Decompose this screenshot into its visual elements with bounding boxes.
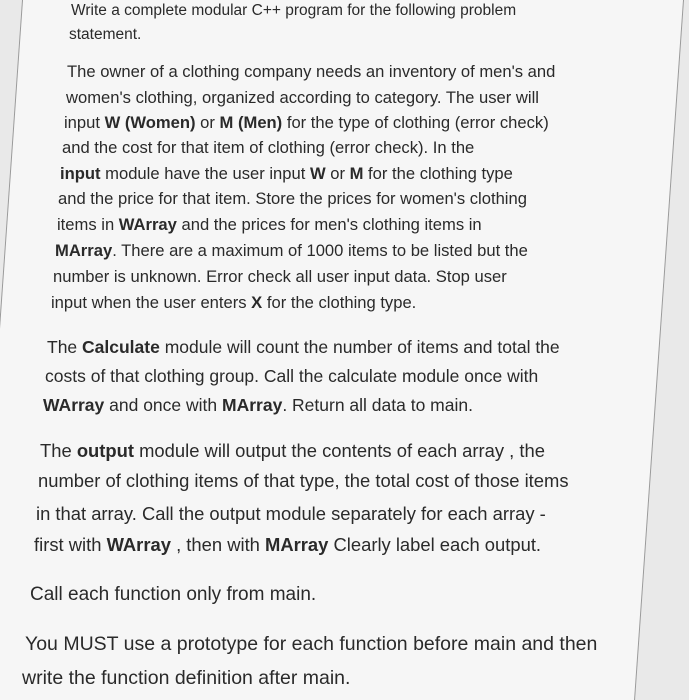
p1-l7-rest: and the prices for men's clothing items in: [176, 215, 482, 234]
p5-line-1: You MUST use a prototype for each function before main and then: [25, 633, 598, 655]
p1-line-1: The owner of a clothing company needs an inventory of men's and: [67, 62, 556, 81]
w-code: W: [309, 164, 326, 183]
p2-l3-rest: . Return all data to main.: [282, 395, 473, 415]
p3-l1-text: The: [40, 440, 77, 461]
p3-l4-text: first with: [34, 534, 107, 555]
p1-l5-or: or: [325, 164, 350, 183]
p1-line-7: [57, 215, 482, 235]
p1-l8-rest: . There are a maximum of 1000 items to be listed but the: [112, 241, 528, 260]
p1-l10-rest: for the clothing type.: [262, 293, 417, 312]
p1-line-8: [55, 241, 528, 261]
x-code: X: [251, 293, 263, 312]
p2-line-1: [47, 337, 560, 358]
output-module-term: output: [76, 440, 134, 461]
p1-l10-text: input when the user enters: [51, 293, 252, 312]
p1-line-6: and the price for that item. Store the prices for women's clothing: [58, 189, 527, 208]
p2-l1-rest: module will count the number of items and total the: [159, 337, 560, 357]
women-code: W (Women): [104, 113, 196, 132]
p3-line-4: [34, 534, 541, 556]
input-module-term: input: [60, 164, 101, 183]
intro-line-1: Write a complete modular C++ program for the following problem: [71, 2, 517, 19]
p1-line-3: [64, 113, 549, 133]
warray-term-2: WArray: [43, 395, 105, 415]
p1-line-4: and the cost for that item of clothing (error check). In the: [62, 138, 475, 157]
p1-l3-text: input: [64, 113, 105, 132]
p3-l4-mid: , then with: [170, 534, 266, 555]
intro-line-2: statement.: [69, 26, 142, 43]
m-code: M: [349, 164, 364, 183]
p1-line-2: women's clothing, organized according to category. The user will: [66, 88, 539, 107]
warray-term: WArray: [118, 215, 177, 234]
calculate-module-term: Calculate: [82, 337, 160, 357]
warray-term-3: WArray: [106, 534, 171, 555]
p4-line-1: Call each function only from main.: [30, 584, 317, 605]
p3-l4-rest: Clearly label each output.: [328, 534, 542, 555]
marray-term-3: MArray: [265, 534, 329, 555]
men-code: M (Men): [219, 113, 283, 132]
p1-l3-rest: for the type of clothing (error check): [282, 113, 549, 132]
p3-line-1: [40, 440, 545, 462]
p1-l5-text: module have the user input: [100, 164, 310, 183]
p2-line-3: [43, 395, 473, 416]
p1-line-5: [60, 164, 513, 184]
p3-line-2: number of clothing items of that type, the total cost of those items: [38, 470, 569, 491]
p1-line-10: [51, 293, 416, 313]
p1-line-9: number is unknown. Error check all user input data. Stop user: [53, 267, 507, 286]
p3-l1-rest: module will output the contents of each array , the: [134, 440, 545, 461]
marray-term: MArray: [55, 241, 113, 260]
p1-l7-text: items in: [57, 215, 119, 234]
p3-line-3: in that array. Call the output module separately for each array -: [36, 503, 546, 524]
p1-l3-or: or: [195, 113, 220, 132]
p2-l1-text: The: [47, 337, 83, 357]
p2-l3-text: and once with: [104, 395, 222, 415]
marray-term-2: MArray: [222, 395, 283, 415]
p5-line-2: write the function definition after main.: [22, 667, 351, 689]
p2-line-2: costs of that clothing group. Call the calculate module once with: [45, 366, 539, 386]
p1-l5-rest: for the clothing type: [363, 164, 513, 183]
